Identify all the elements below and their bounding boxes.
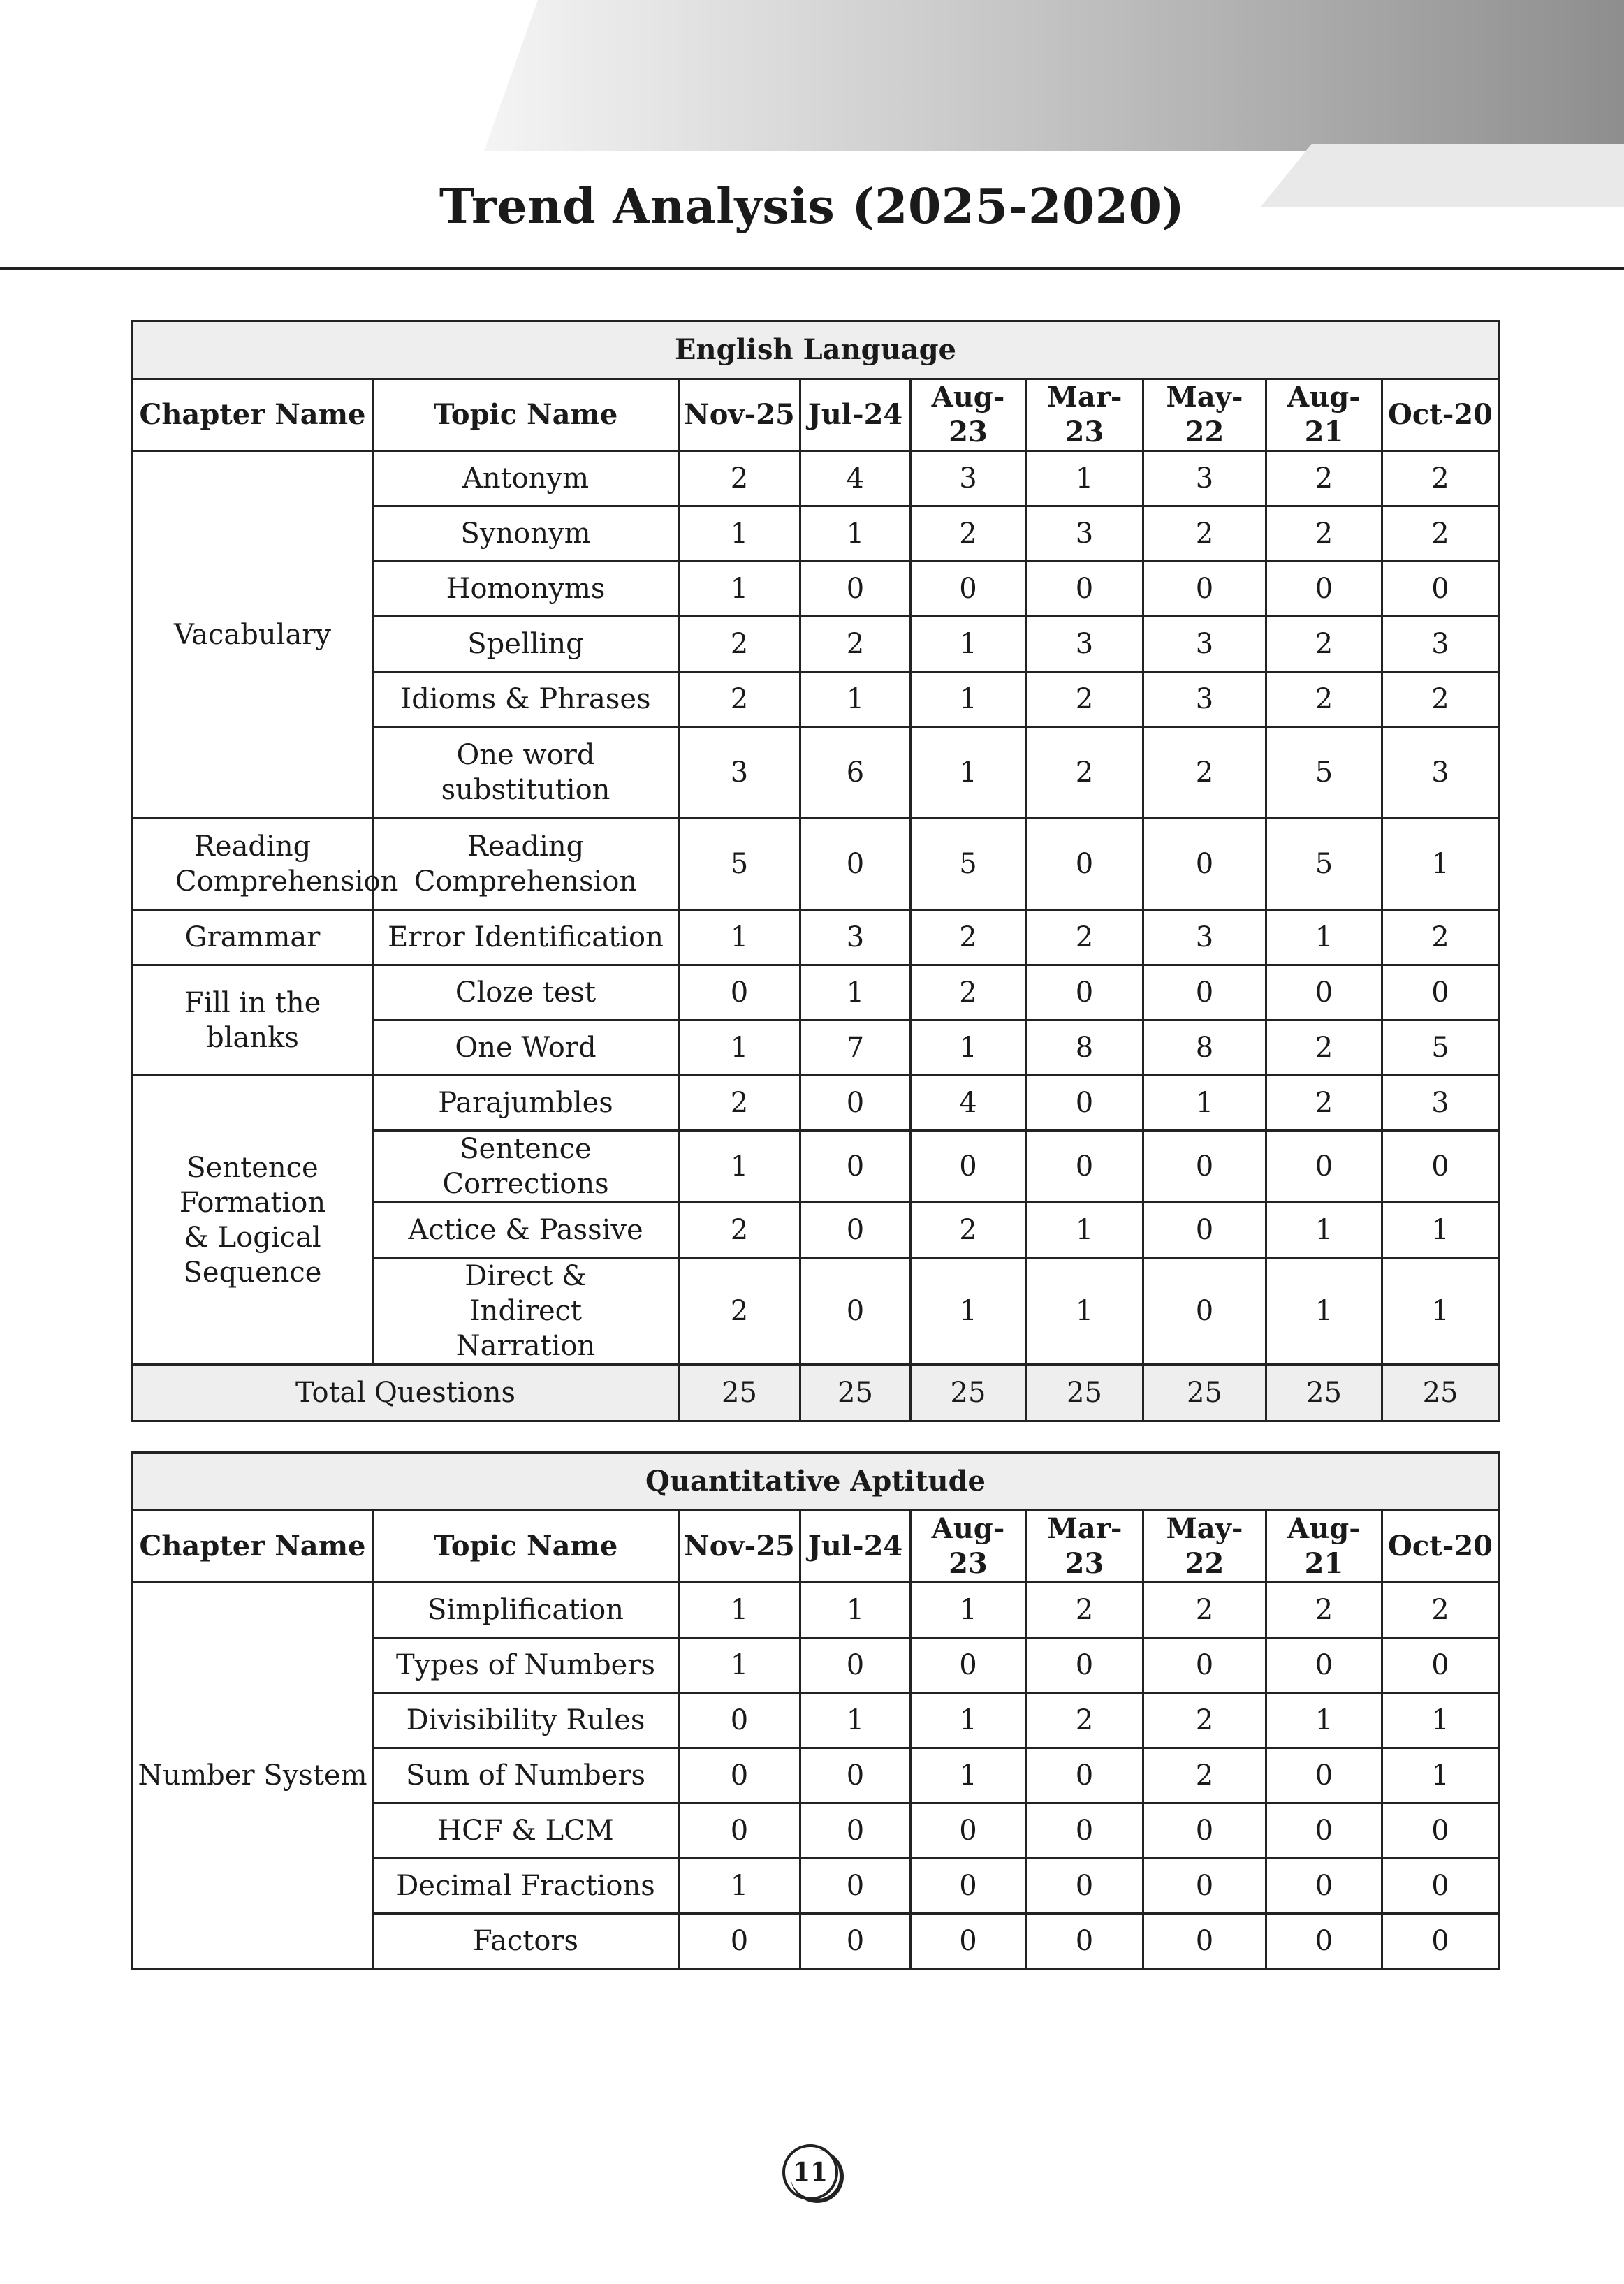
value-cell: 0 [800,1131,911,1203]
value-cell: 1 [679,1583,800,1638]
chapter-name-cell: Sentence Formation & Logical Sequence [133,1076,373,1365]
value-cell: 1 [679,910,800,965]
total-value-cell: 25 [1266,1365,1382,1421]
topic-name-cell: Types of Numbers [373,1638,679,1693]
chapter-name-header: Chapter Name [133,1511,373,1583]
value-cell: 0 [1026,1914,1143,1969]
value-cell: 0 [1382,1859,1499,1914]
total-value-cell: 25 [1382,1365,1499,1421]
value-cell: 0 [1026,819,1143,910]
value-cell: 0 [800,1638,911,1693]
value-cell: 0 [911,1131,1026,1203]
value-cell: 0 [679,965,800,1020]
value-cell: 0 [911,562,1026,617]
value-cell: 5 [1382,1020,1499,1076]
session-header: May-22 [1143,1511,1266,1583]
value-cell: 2 [679,617,800,672]
table-row [133,819,1499,910]
value-cell: 1 [911,727,1026,819]
table-row [133,965,1499,1020]
session-header: Oct-20 [1382,379,1499,451]
value-cell: 0 [1382,562,1499,617]
value-cell: 0 [1026,1076,1143,1131]
value-cell: 2 [1026,672,1143,727]
value-cell: 5 [1266,727,1382,819]
value-cell: 0 [1266,1131,1382,1203]
value-cell: 2 [1382,672,1499,727]
value-cell: 3 [1382,1076,1499,1131]
value-cell: 1 [679,562,800,617]
value-cell: 2 [1143,506,1266,562]
total-value-cell: 25 [679,1365,800,1421]
value-cell: 1 [1382,819,1499,910]
value-cell: 1 [679,1859,800,1914]
value-cell: 1 [800,506,911,562]
quantitative-aptitude-table [131,1451,1500,1970]
value-cell: 0 [1266,562,1382,617]
topic-name-header: Topic Name [373,1511,679,1583]
value-cell: 4 [800,451,911,506]
value-cell: 0 [800,1076,911,1131]
value-cell: 1 [1026,1258,1143,1365]
session-header: May-22 [1143,379,1266,451]
value-cell: 2 [679,1258,800,1365]
total-row [133,1365,1499,1421]
topic-name-cell: Factors [373,1914,679,1969]
topic-name-cell: Antonym [373,451,679,506]
chapter-name-cell: Fill in the blanks [133,965,373,1076]
value-cell: 3 [1143,672,1266,727]
value-cell: 1 [1382,1693,1499,1748]
value-cell: 5 [679,819,800,910]
value-cell: 0 [1143,1131,1266,1203]
total-value-cell: 25 [911,1365,1026,1421]
value-cell: 0 [1026,1638,1143,1693]
value-cell: 0 [1266,1803,1382,1859]
value-cell: 2 [1382,1583,1499,1638]
topic-name-cell: Error Identification [373,910,679,965]
value-cell: 2 [1143,1583,1266,1638]
value-cell: 2 [679,1076,800,1131]
value-cell: 2 [1026,910,1143,965]
topic-name-cell: Sum of Numbers [373,1748,679,1803]
topic-name-cell: One word substitution [373,727,679,819]
value-cell: 1 [800,1583,911,1638]
value-cell: 0 [800,1914,911,1969]
topic-name-cell: Decimal Fractions [373,1859,679,1914]
session-header: Mar-23 [1026,1511,1143,1583]
header-decoration-white [0,0,538,151]
value-cell: 0 [1266,1859,1382,1914]
value-cell: 1 [1382,1258,1499,1365]
value-cell: 0 [1026,965,1143,1020]
topic-name-cell: Reading Comprehension [373,819,679,910]
value-cell: 0 [911,1859,1026,1914]
value-cell: 1 [800,672,911,727]
value-cell: 1 [1143,1076,1266,1131]
total-value-cell: 25 [1143,1365,1266,1421]
value-cell: 2 [800,617,911,672]
value-cell: 0 [1026,1803,1143,1859]
value-cell: 0 [800,1803,911,1859]
session-header: Aug-23 [911,1511,1026,1583]
value-cell: 0 [1143,965,1266,1020]
value-cell: 1 [1266,1258,1382,1365]
title-divider [0,267,1624,270]
value-cell: 0 [1026,1131,1143,1203]
value-cell: 0 [800,562,911,617]
topic-name-header: Topic Name [373,379,679,451]
section-title-row [133,1453,1499,1511]
value-cell: 0 [1266,965,1382,1020]
value-cell: 2 [679,451,800,506]
value-cell: 8 [1143,1020,1266,1076]
value-cell: 2 [1266,617,1382,672]
value-cell: 3 [1026,617,1143,672]
value-cell: 0 [1026,1859,1143,1914]
title-area [0,151,1624,270]
value-cell: 1 [679,506,800,562]
value-cell: 2 [679,1203,800,1258]
value-cell: 0 [800,1748,911,1803]
value-cell: 2 [1382,451,1499,506]
value-cell: 0 [1143,819,1266,910]
value-cell: 0 [1143,1803,1266,1859]
value-cell: 5 [1266,819,1382,910]
value-cell: 0 [679,1914,800,1969]
value-cell: 1 [911,1693,1026,1748]
value-cell: 1 [911,672,1026,727]
value-cell: 2 [1026,1583,1143,1638]
value-cell: 1 [679,1020,800,1076]
session-header: Nov-25 [679,1511,800,1583]
value-cell: 2 [679,672,800,727]
value-cell: 7 [800,1020,911,1076]
value-cell: 1 [1266,910,1382,965]
value-cell: 1 [911,1020,1026,1076]
value-cell: 0 [679,1693,800,1748]
value-cell: 3 [1382,617,1499,672]
column-header-row [133,379,1499,451]
topic-name-cell: HCF & LCM [373,1803,679,1859]
value-cell: 8 [1026,1020,1143,1076]
value-cell: 3 [1143,910,1266,965]
value-cell: 0 [911,1914,1026,1969]
value-cell: 1 [1382,1203,1499,1258]
value-cell: 3 [1143,451,1266,506]
value-cell: 0 [1266,1638,1382,1693]
topic-name-cell: Idioms & Phrases [373,672,679,727]
value-cell: 0 [911,1803,1026,1859]
section-title: Quantitative Aptitude [133,1453,1499,1511]
value-cell: 2 [1266,1583,1382,1638]
table-row [133,1076,1499,1131]
value-cell: 1 [1266,1693,1382,1748]
value-cell: 0 [1143,1258,1266,1365]
value-cell: 1 [1266,1203,1382,1258]
value-cell: 2 [1026,727,1143,819]
value-cell: 0 [1143,562,1266,617]
session-header: Aug-21 [1266,1511,1382,1583]
chapter-name-cell: Reading Comprehension [133,819,373,910]
session-header: Aug-21 [1266,379,1382,451]
value-cell: 0 [1382,1803,1499,1859]
session-header: Oct-20 [1382,1511,1499,1583]
value-cell: 1 [679,1638,800,1693]
value-cell: 2 [1382,910,1499,965]
session-header: Nov-25 [679,379,800,451]
topic-name-cell: Parajumbles [373,1076,679,1131]
chapter-name-cell: Number System [133,1583,373,1969]
value-cell: 3 [911,451,1026,506]
english-language-table [131,320,1500,1422]
value-cell: 0 [679,1748,800,1803]
topic-name-cell: Divisibility Rules [373,1693,679,1748]
value-cell: 0 [1266,1914,1382,1969]
value-cell: 0 [1382,1131,1499,1203]
value-cell: 1 [911,1748,1026,1803]
value-cell: 0 [1143,1638,1266,1693]
value-cell: 0 [1382,965,1499,1020]
value-cell: 0 [1026,562,1143,617]
value-cell: 1 [911,1258,1026,1365]
value-cell: 1 [1026,1203,1143,1258]
value-cell: 1 [679,1131,800,1203]
value-cell: 2 [1143,1748,1266,1803]
value-cell: 0 [1143,1203,1266,1258]
value-cell: 0 [911,1638,1026,1693]
value-cell: 1 [1382,1748,1499,1803]
value-cell: 1 [911,1583,1026,1638]
section-title: English Language [133,321,1499,379]
session-header: Aug-23 [911,379,1026,451]
value-cell: 2 [911,910,1026,965]
value-cell: 3 [1026,506,1143,562]
topic-name-cell: One Word [373,1020,679,1076]
topic-name-cell: Homonyms [373,562,679,617]
chapter-name-cell: Vacabulary [133,451,373,819]
value-cell: 2 [1026,1693,1143,1748]
value-cell: 3 [800,910,911,965]
section-title-row [133,321,1499,379]
value-cell: 0 [679,1803,800,1859]
value-cell: 0 [1266,1748,1382,1803]
value-cell: 0 [1382,1914,1499,1969]
table-row [133,1583,1499,1638]
value-cell: 2 [1143,727,1266,819]
value-cell: 2 [1266,672,1382,727]
value-cell: 1 [800,965,911,1020]
topic-name-cell: Synonym [373,506,679,562]
value-cell: 3 [679,727,800,819]
value-cell: 1 [1026,451,1143,506]
session-header: Jul-24 [800,1511,911,1583]
value-cell: 2 [1266,1020,1382,1076]
value-cell: 2 [911,1203,1026,1258]
total-label: Total Questions [133,1365,679,1421]
chapter-name-cell: Grammar [133,910,373,965]
value-cell: 2 [1382,506,1499,562]
value-cell: 1 [911,617,1026,672]
session-header: Jul-24 [800,379,911,451]
column-header-row [133,1511,1499,1583]
topic-name-cell: Spelling [373,617,679,672]
total-value-cell: 25 [1026,1365,1143,1421]
page-number: 11 [782,2144,838,2200]
page-title: Trend Analysis (2025-2020) [439,179,1185,235]
value-cell: 0 [1143,1914,1266,1969]
topic-name-cell: Sentence Corrections [373,1131,679,1203]
value-cell: 2 [1266,1076,1382,1131]
topic-name-cell: Cloze test [373,965,679,1020]
value-cell: 0 [800,819,911,910]
value-cell: 2 [1266,506,1382,562]
value-cell: 3 [1382,727,1499,819]
value-cell: 0 [800,1258,911,1365]
topic-name-cell: Direct & Indirect Narration [373,1258,679,1365]
value-cell: 2 [1266,451,1382,506]
value-cell: 0 [800,1859,911,1914]
value-cell: 1 [800,1693,911,1748]
value-cell: 0 [800,1203,911,1258]
value-cell: 0 [1026,1748,1143,1803]
value-cell: 5 [911,819,1026,910]
value-cell: 0 [1143,1859,1266,1914]
topic-name-cell: Actice & Passive [373,1203,679,1258]
value-cell: 2 [911,506,1026,562]
table-row [133,451,1499,506]
topic-name-cell: Simplification [373,1583,679,1638]
value-cell: 2 [1143,1693,1266,1748]
table-row [133,910,1499,965]
session-header: Mar-23 [1026,379,1143,451]
chapter-name-header: Chapter Name [133,379,373,451]
value-cell: 6 [800,727,911,819]
value-cell: 2 [911,965,1026,1020]
total-value-cell: 25 [800,1365,911,1421]
value-cell: 0 [1382,1638,1499,1693]
value-cell: 4 [911,1076,1026,1131]
value-cell: 3 [1143,617,1266,672]
